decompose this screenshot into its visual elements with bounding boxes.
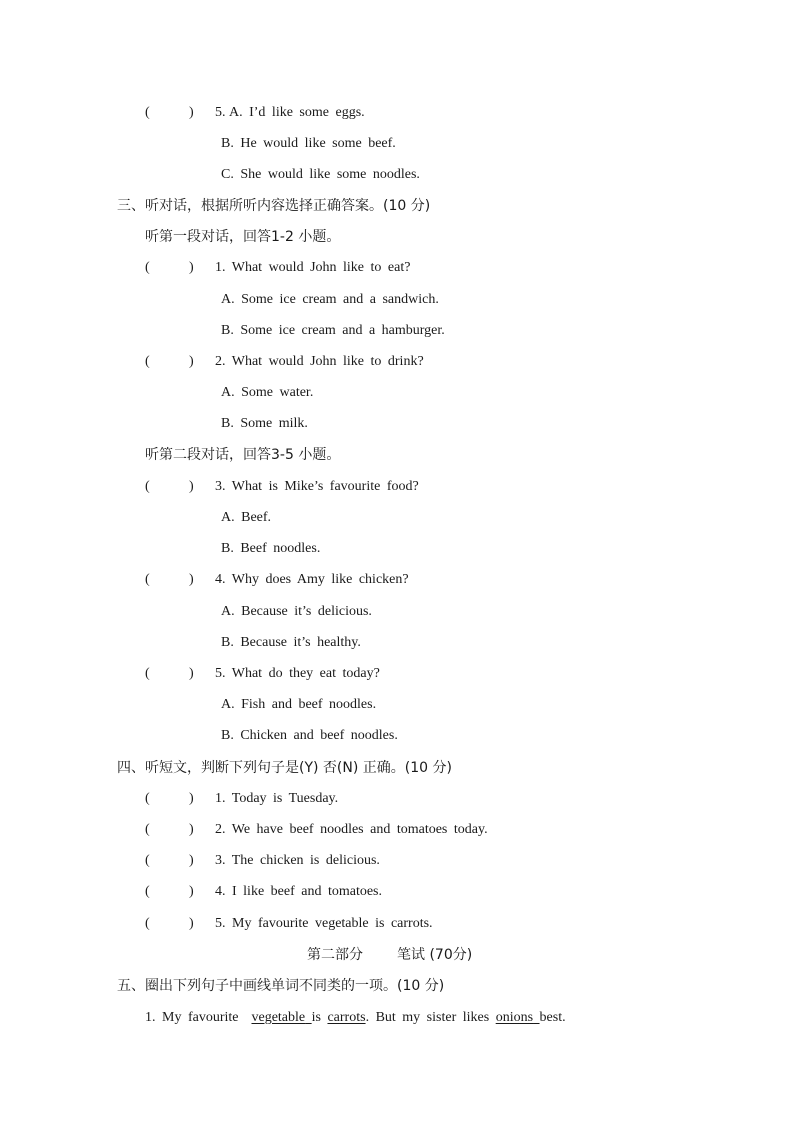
s4-statement-4: ( ) 4. I like beef and tomatoes.	[145, 884, 383, 899]
section4-heading: 四、听短文，判断下列句子是(Y) 否(N) 正确。(10 分)	[117, 760, 452, 776]
s3-q4-option-b: B. Because it’s healthy.	[221, 635, 361, 650]
section3-heading: 三、听对话，根据所听内容选择正确答案。(10 分)	[117, 198, 431, 214]
s3-q2-option-b: B. Some milk.	[221, 416, 308, 431]
underlined-word-vegetable: vegetable	[251, 1010, 306, 1025]
underlined-word-carrots: carrots	[327, 1010, 366, 1025]
section3-group1-intro: 听第一段对话，回答1-2 小题。	[145, 229, 341, 245]
s3-q5-option-b: B. Chicken and beef noodles.	[221, 728, 398, 743]
s5-question-1: 1. My favourite vegetable is carrots. But my sister likes onions best.	[145, 1010, 566, 1025]
s4-statement-2: ( ) 2. We have beef noodles and tomatoes today.	[145, 822, 488, 837]
s2-q5-option-b: B. He would like some beef.	[221, 136, 396, 151]
section5-heading: 五、圈出下列句子中画线单词不同类的一项。(10 分)	[117, 978, 445, 994]
s3-q1-option-a: A. Some ice cream and a sandwich.	[221, 292, 439, 307]
s3-q4-option-a: A. Because it’s delicious.	[221, 604, 372, 619]
s4-statement-5: ( ) 5. My favourite vegetable is carrots.	[145, 916, 433, 931]
s3-q5-option-a: A. Fish and beef noodles.	[221, 697, 377, 712]
part2-title: 第二部分 笔试 (70分)	[307, 947, 473, 963]
s3-question-3: ( ) 3. What is Mike’s favourite food?	[145, 479, 419, 494]
s4-statement-1: ( ) 1. Today is Tuesday.	[145, 791, 339, 806]
s3-q2-option-a: A. Some water.	[221, 385, 314, 400]
s3-question-1: ( ) 1. What would John like to eat?	[145, 260, 411, 275]
s3-q1-option-b: B. Some ice cream and a hamburger.	[221, 323, 445, 338]
s3-question-5: ( ) 5. What do they eat today?	[145, 666, 380, 681]
s2-q5: ( ) 5. A. I’d like some eggs.	[145, 105, 365, 120]
underlined-word-onions: onions	[495, 1010, 534, 1025]
s3-q3-option-a: A. Beef.	[221, 510, 272, 525]
s4-statement-3: ( ) 3. The chicken is delicious.	[145, 853, 380, 868]
s2-q5-option-c: C. She would like some noodles.	[221, 167, 420, 182]
section3-group2-intro: 听第二段对话，回答3-5 小题。	[145, 447, 341, 463]
s3-question-2: ( ) 2. What would John like to drink?	[145, 354, 424, 369]
s3-q3-option-b: B. Beef noodles.	[221, 541, 321, 556]
s3-question-4: ( ) 4. Why does Amy like chicken?	[145, 572, 409, 587]
